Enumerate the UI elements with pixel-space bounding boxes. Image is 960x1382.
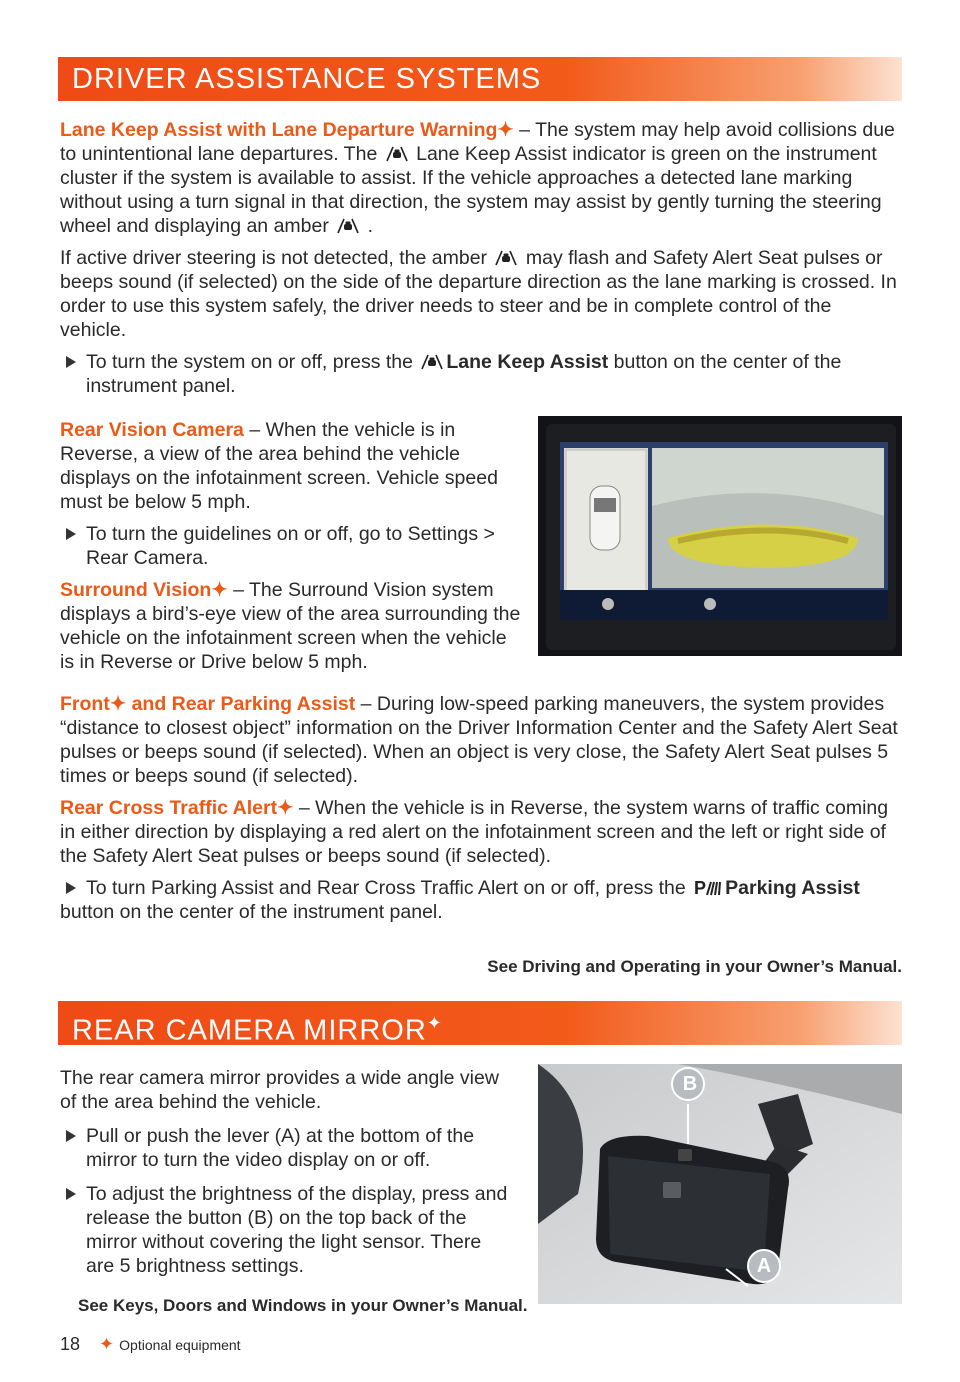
sv-heading: Surround Vision (60, 579, 212, 601)
bullet-text: Pull or push the lever (A) at the bottom of the mirror to turn the video display on or off. (86, 1125, 475, 1171)
page-number: 18 (60, 1334, 81, 1354)
lka-heading: Lane Keep Assist with Lane Departure Warning (60, 119, 498, 141)
mirror-section (60, 1066, 508, 1278)
button-name: Lane Keep Assist (446, 351, 609, 373)
lka-bullet (60, 350, 902, 398)
rpa-text: – During low-speed parking maneuvers, the system provides “distance to closest object” information on the Driver Information Center and the Safety Alert Seat pulses or beeps sound (if selected). When an object is very close, the Safety Alert Seat pulses 5 times or beeps sound (if selected). (60, 693, 898, 787)
lka-paragraph (60, 118, 902, 238)
sv-text: – The Surround Vision system displays a bird’s-eye view of the area surrounding the vehicle on the infotainment screen when the vehicle is in Reverse or Drive below 5 mph. (60, 579, 521, 673)
rvc-bullet (60, 522, 522, 570)
optional-star: ✦ (277, 797, 294, 819)
page-footer (60, 1332, 241, 1357)
lka-section (60, 118, 902, 398)
optional-star: ✦ (211, 579, 228, 601)
lka-text: . (362, 215, 374, 237)
section-title: REAR CAMERA MIRROR (72, 1014, 427, 1047)
rvc-section (60, 418, 522, 674)
optional-star: ✦ (109, 693, 127, 715)
bullet-arrow-icon (66, 356, 76, 368)
parking-assist-icon (694, 878, 722, 896)
rvc-text: – When the vehicle is in Reverse, a view of the area behind the vehicle displays on the infotainment screen. Vehicle speed must be below 5 mph. (60, 419, 498, 513)
lane-keep-assist-icon (421, 354, 443, 370)
lane-keep-assist-icon (337, 218, 359, 234)
rcta-heading: Rear Cross Traffic Alert (60, 797, 278, 819)
bullet-arrow-icon (66, 1130, 76, 1142)
section-banner-driver-assistance (58, 57, 902, 101)
lka-text: Lane Keep Assist indicator is green on the instrument cluster if the system is available to assist. If the vehicle approaches a detected lane marking without using a turn signal in that direction, the system may assist by gently turning the steering wheel and displaying an amber (60, 143, 882, 237)
callout-a: A (756, 1255, 772, 1277)
rvc-paragraph (60, 418, 522, 514)
lka-text: may flash and Safety Alert Seat pulses or beeps sound (if selected) on the side of the departure direction as the lane marking is crossed. In order to use this system safely, the driver needs to steer and be in complete control of the vehicle. (60, 247, 897, 341)
bullet-text: To turn the system on or off, press the (86, 351, 419, 373)
rpa-heading: Front (60, 693, 110, 715)
bullet-text: button on the center of the instrument panel. (86, 351, 842, 397)
bullet-text: To turn the guidelines on or off, go to Settings > Rear Camera. (86, 523, 495, 569)
svg-text:P: P (694, 878, 707, 896)
parking-assist-section (60, 692, 902, 924)
bullet-arrow-icon (66, 882, 76, 894)
button-name: Parking Assist (725, 877, 860, 899)
pa-bullet (60, 876, 902, 924)
rear-camera-mirror-photo (538, 1064, 902, 1304)
optional-equipment-note: Optional equipment (119, 1337, 241, 1353)
sv-paragraph (60, 578, 522, 674)
bullet-text: To turn Parking Assist and Rear Cross Traffic Alert on or off, press the (86, 877, 692, 899)
bullet-arrow-icon (66, 1188, 76, 1200)
rcta-text: – When the vehicle is in Reverse, the system warns of traffic coming in either direction by displaying a red alert on the infotainment screen and the left or right side of the Safety Alert Seat pulses or beeps sound (if selected). (60, 797, 889, 867)
optional-star: ✦ (426, 1013, 443, 1033)
lka-paragraph-2 (60, 246, 902, 342)
rpa-heading: and Rear Parking Assist (126, 693, 356, 715)
section-title: DRIVER ASSISTANCE SYSTEMS (72, 63, 542, 95)
rcta-paragraph (60, 796, 902, 868)
optional-star: ✦ (497, 119, 514, 141)
bullet-arrow-icon (66, 528, 76, 540)
lane-keep-assist-icon (495, 250, 517, 266)
lka-text: – The system may help avoid collisions due to unintentional lane departures. The (60, 119, 895, 165)
lka-text: If active driver steering is not detected, the amber (60, 247, 493, 269)
rpa-paragraph (60, 692, 902, 788)
optional-star: ✦ (99, 1334, 115, 1354)
mirror-bullet-brightness (60, 1182, 508, 1278)
callout-b: B (682, 1073, 698, 1095)
section-banner-rear-camera-mirror (58, 1001, 902, 1045)
bullet-text: button on the center of the instrument panel. (60, 901, 443, 923)
infotainment-screen-photo (538, 416, 902, 656)
rvc-heading: Rear Vision Camera (60, 419, 244, 441)
mirror-bullet-lever (60, 1124, 508, 1172)
bullet-text: To adjust the brightness of the display, press and release the button (B) on the top back of the mirror without covering the light sensor. There are 5 brightness settings. (86, 1183, 508, 1277)
lane-keep-assist-icon (386, 146, 408, 162)
driving-reference: See Driving and Operating in your Owner’s Manual. (487, 957, 902, 976)
mirror-intro: The rear camera mirror provides a wide angle view of the area behind the vehicle. (60, 1067, 499, 1113)
keys-reference: See Keys, Doors and Windows in your Owner’s Manual. (78, 1296, 528, 1315)
